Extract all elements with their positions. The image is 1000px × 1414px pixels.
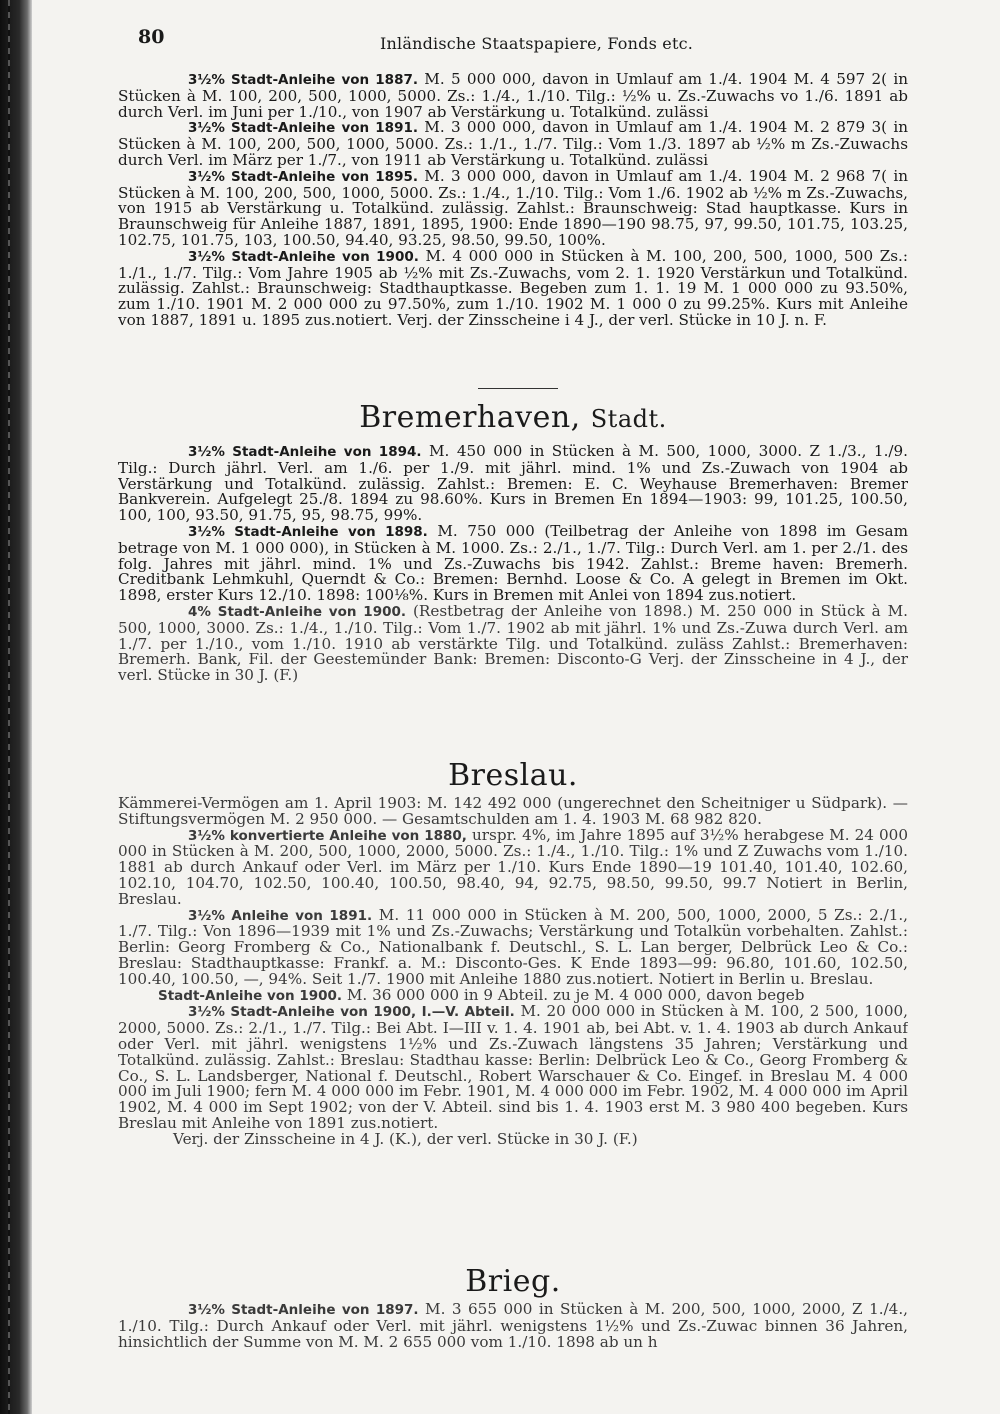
city-name: Bremerhaven, xyxy=(359,400,581,435)
entry xyxy=(118,825,908,908)
closing-note: Verj. der Zinsscheine in 4 J. (K.), der verl. Stücke in 30 J. (F.) xyxy=(173,1129,638,1148)
city-name: Brieg. xyxy=(465,1264,561,1299)
entry-title: 4% Stadt-Anleihe von 1900. xyxy=(188,603,407,620)
entry-body: M. 5 000 000, davon in Umlauf am 1./4. 1904 M. 4 597 2( in Stücken à M. 100, 200, 500, 1000, 5000. Zs.: 1./4., 1./10. Tilg.: ½% u. Zs.-Zuwachs vo 1./6. 1891 ab durch Verl. im Juni per 1./10., von 1907 ab Verstärkung u. Totalkünd. zulässi xyxy=(118,70,908,121)
entry xyxy=(118,120,908,168)
book-binding-edge xyxy=(0,0,32,1414)
city-heading-bremerhaven xyxy=(118,400,908,435)
entry-title: 3½% Stadt-Anleihe von 1900. xyxy=(188,248,419,265)
page-number: 80 xyxy=(138,26,165,48)
entry-body: urspr. 4%, im Jahre 1895 auf 3½% herabgese M. 24 000 000 in Stücken à M. 200, 500, 1000, 2000, 5000. Zs.: 1./4., 1./10. Tilg.: 1% und Z Zuwachs vom 1./10. 1881 ab durch Ankauf oder Verl. im März per 1./10. Kurs Ende 1890—19 101.40, 101.40, 102.60, 102.10, 104.70, 102.50, 100.40, 100.50, 98.40, 94, 92.75, 98.50, 99.50, 99.7 Notiert in Berlin, Breslau. xyxy=(118,825,908,908)
city-name: Breslau. xyxy=(448,758,578,793)
entry xyxy=(118,166,908,249)
entry-body: M. 3 655 000 in Stücken à M. 200, 500, 1000, 2000, Z 1./4., 1./10. Tilg.: Durch Ankauf oder Verl. mit jährl. wenigstens 1½% und Zs.-Zuwac binnen 36 Jahren, hinsichtlich der Summe von M. M. 2 655 000 vom 1./10. 1898 ab un h xyxy=(118,1300,908,1351)
entry-title: 3½% Stadt-Anleihe von 1891. xyxy=(188,120,418,137)
page-header xyxy=(118,26,908,56)
entry-body: M. 20 000 000 in Stücken à M. 100, 2 500, 1000, 2000, 5000. Zs.: 2./1., 1./7. Tilg.: Bei Abt. I—III v. 1. 4. 1901 ab, bei Abt. v. 1. 4. 1903 ab durch Ankauf oder Verl. mit jährl. wenigstens 1½% und Zs.-Zuwach längstens 35 Jahren; Verstärkung und Totalkünd. zulässig. Zahlst.: Breslau: Stadthau kasse: Berlin: Delbrück Leo & Co., Georg Fromberg & Co., S. L. Landsberger, National f. Deutschl., Robert Warschauer & Co. Eingef. in Breslau M. 4 000 000 im Juli 1900; fern M. 4 000 000 im Febr. 1901, M. 4 000 000 im Febr. 1902, M. 4 000 000 im April 1902, M. 4 000 im Sept 1902; von der V. Abteil. sind bis 1. 4. 1903 erst M. 3 980 400 begeben. Kurs Breslau mit Anleihe von 1891 zus.notiert. xyxy=(118,1002,908,1132)
entry xyxy=(118,444,908,524)
entry-title: 3½% Stadt-Anleihe von 1898. xyxy=(188,523,428,540)
section-bremerhaven xyxy=(118,444,908,684)
section-brieg xyxy=(118,1302,908,1350)
entry xyxy=(118,905,908,988)
entry-body: M. 36 000 000 in 9 Abteil. zu je M. 4 000 000, davon begeb xyxy=(346,985,805,1004)
city-heading-brieg xyxy=(118,1264,908,1299)
entry-title: 3½% Stadt-Anleihe von 1900, I.—V. Abteil. xyxy=(188,1004,515,1021)
entry-title: 3½% konvertierte Anleihe von 1880, xyxy=(188,827,467,844)
entry-body: M. 3 000 000, davon in Umlauf am 1./4. 1904 M. 2 968 7( in Stücken à M. 100, 200, 500, 1000, 5000. Zs.: 1./4., 1./10. Tilg.: Vom 1./6. 1902 ab ½% m Zs.-Zuwachs, von 1915 ab Verstärkung u. Totalkünd. zulässig. Zahlst.: Braunschweig: Stad hauptkasse. Kurs in Braunschweig für Anleihe 1887, 1891, 1895, 1900: Ende 1890—190 98.75, 97, 99.50, 101.75, 103.25, 102.75, 101.75, 103, 100.50, 94.40, 93.25, 98.50, 99.50, 100%. xyxy=(118,166,908,249)
entry-body: M. 3 000 000, davon in Umlauf am 1./4. 1904 M. 2 879 3( in Stücken à M. 100, 200, 500, 1000, 5000. Zs.: 1./1., 1./7. Tilg.: Vom 1./3. 1897 ab ½% m Zs.-Zuwachs durch Verl. im März per 1./7., von 1911 ab Verstärkung u. Totalkünd. zulässi xyxy=(118,118,908,169)
entry-body: M. 4 000 000 in Stücken à M. 100, 200, 500, 1000, 500 Zs.: 1./1., 1./7. Tilg.: Vom Jahre 1905 ab ½% mit Zs.-Zuwachs, vom 2. 1. 1920 Verstärkun und Totalkünd. zulässig. Zahlst.: Braunschweig: Stadthauptkasse. Begeben zum 1. 1. 19 M. 1 000 000 zu 93.50%, zum 1./10. 1901 M. 2 000 000 zu 97.50%, zum 1./10. 1902 M. 1 000 0 zu 99.25%. Kurs mit Anleihe von 1887, 1891 u. 1895 zus.notiert. Verj. der Zinsscheine i 4 J., der verl. Stücke in 10 J. n. F. xyxy=(118,246,908,329)
entry xyxy=(118,521,908,605)
entry-title: 3½% Stadt-Anleihe von 1887. xyxy=(188,72,418,88)
city-suffix: Stadt. xyxy=(590,405,667,433)
entry-body: (Restbetrag der Anleihe von 1898.) M. 250 000 in Stück à M. 500, 1000, 3000. Zs.: 1./4., 1./10. Tilg.: Vom 1./7. 1902 ab mit jährl. 1% und Zs.-Zuwa durch Verl. am 1./7. per 1./10., vom 1./10. 1910 ab verstärkte Tilg. und Totalkünd. zuläss Zahlst.: Bremerhaven: Bremerh. Bank, Fil. der Geestemünder Bank: Bremen: Disconto-G Verj. der Zinsscheine in 4 J., der verl. Stücke in 30 J. (F.) xyxy=(118,601,908,685)
running-title: Inländische Staatspapiere, Fonds etc. xyxy=(380,34,694,53)
city-intro: Kämmerei-Vermögen am 1. April 1903: M. 142 492 000 (ungerechnet den Scheitniger u Südpark). — Stiftungsvermögen M. 2 950 000. — Gesamtschulden am 1. 4. 1903 M. 68 982 820. xyxy=(118,794,908,828)
entry xyxy=(118,246,908,329)
entry-body: M. 450 000 in Stücken à M. 500, 1000, 3000. Z 1./3., 1./9. Tilg.: Durch jährl. Verl. am 1./6. per 1./9. mit jährl. mind. 1% und Zs.-Zuwach von 1904 ab Verstärkung und Totalkünd. zulässig. Zahlst.: Bremen: E. C. Weyhause Bremerhaven: Bremer Bankverein. Aufgelegt 25./8. 1894 zu 98.60%. Kurs in Bremen En 1894—1903: 99, 101.25, 100.50, 100, 100, 93.50, 91.75, 95, 98.75, 99%. xyxy=(118,442,908,525)
section-braunschweig xyxy=(118,72,908,329)
entry xyxy=(118,601,908,685)
entry-title: 3½% Stadt-Anleihe von 1897. xyxy=(188,1302,419,1318)
entry-title: Stadt-Anleihe von 1900. xyxy=(158,987,343,1004)
entry xyxy=(118,1004,908,1131)
city-heading-breslau xyxy=(118,758,908,793)
entry-title: 3½% Stadt-Anleihe von 1895. xyxy=(188,168,418,185)
entry-title: 3½% Stadt-Anleihe von 1894. xyxy=(188,444,422,460)
entry xyxy=(118,1302,908,1350)
page-content xyxy=(118,0,908,1414)
entry-body: M. 11 000 000 in Stücken à M. 200, 500, 1000, 2000, 5 Zs.: 2./1., 1./7. Tilg.: Von 1896—1939 mit 1% und Zs.-Zuwachs; Verstärkung und Totalkün vorbehalten. Zahlst.: Berlin: Georg Fromberg & Co., Nationalbank f. Deutschl., S. L. Lan berger, Delbrück Leo & Co.: Breslau: Stadthauptkasse: Frankf. a. M.: Disconto-Ges. K Ende 1893—99: 96.80, 101.60, 102.50, 100.40, 100.50, —, 94%. Seit 1./7. 1900 mit Anleihe 1880 zus.notiert. Notiert in Berlin u. Breslau. xyxy=(118,905,908,988)
section-divider xyxy=(478,388,558,389)
section-breslau xyxy=(118,796,908,1148)
entry-title: 3½% Anleihe von 1891. xyxy=(188,907,373,924)
entry-body: M. 750 000 (Teilbetrag der Anleihe von 1898 im Gesam betrage von M. 1 000 000), in Stücken à M. 1000. Zs.: 2./1., 1./7. Tilg.: Durch Verl. am 1. per 2./1. des folg. Jahres mit jährl. mind. 1% und Zs.-Zuwachs bis 1942. Zahlst.: Breme haven: Bremerh. Creditbank Lehmkuhl, Querndt & Co.: Bremen: Bernhd. Loose & Co. A gelegt in Bremen im Okt. 1898, erster Kurs 12./10. 1898: 100⅛%. Kurs in Bremen mit Anlei von 1894 zus.notiert. xyxy=(118,521,908,605)
entry xyxy=(118,72,908,120)
